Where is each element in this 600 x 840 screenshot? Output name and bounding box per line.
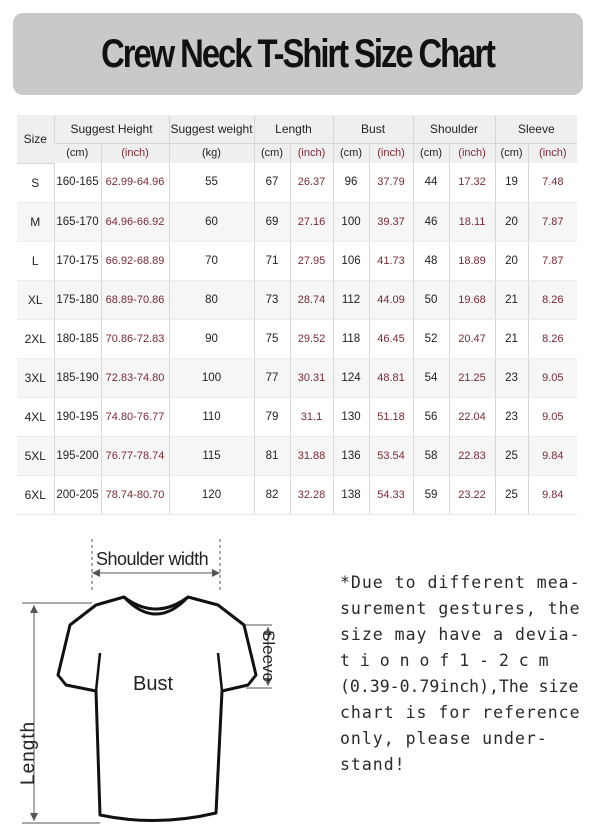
cell-size: 3XL (17, 358, 54, 397)
length-label: Length (18, 720, 39, 785)
header-sleeve: Sleeve (495, 115, 577, 143)
cell-length-inch: 27.95 (290, 241, 333, 280)
unit-bust-inch: (inch) (369, 143, 413, 163)
cell-size: 4XL (17, 397, 54, 436)
cell-sleeve-cm: 23 (495, 397, 528, 436)
cell-height-inch: 66.92-68.89 (101, 241, 169, 280)
bust-label: Bust (133, 673, 174, 695)
cell-shoulder-inch: 18.89 (449, 241, 495, 280)
cell-weight-kg: 120 (169, 475, 254, 514)
cell-size: S (17, 163, 54, 202)
cell-length-cm: 75 (254, 319, 290, 358)
cell-length-cm: 79 (254, 397, 290, 436)
cell-bust-inch: 48.81 (369, 358, 413, 397)
cell-bust-cm: 106 (333, 241, 369, 280)
cell-sleeve-cm: 19 (495, 163, 528, 202)
cell-shoulder-inch: 17.32 (449, 163, 495, 202)
cell-bust-cm: 100 (333, 202, 369, 241)
cell-size: L (17, 241, 54, 280)
unit-bust-cm: (cm) (333, 143, 369, 163)
cell-weight-kg: 55 (169, 163, 254, 202)
cell-height-cm: 170-175 (54, 241, 101, 280)
cell-weight-kg: 70 (169, 241, 254, 280)
table-row (17, 280, 577, 319)
table-row (17, 358, 577, 397)
cell-length-cm: 71 (254, 241, 290, 280)
cell-size: 6XL (17, 475, 54, 514)
cell-bust-cm: 96 (333, 163, 369, 202)
note-line: (0.39-0.79inch),The size (340, 677, 579, 696)
header-length: Length (254, 115, 333, 143)
cell-length-inch: 27.16 (290, 202, 333, 241)
size-chart-table (17, 115, 577, 515)
cell-height-cm: 165-170 (54, 202, 101, 241)
cell-shoulder-cm: 46 (413, 202, 449, 241)
unit-length-cm: (cm) (254, 143, 290, 163)
cell-sleeve-inch: 7.87 (528, 241, 577, 280)
unit-shoulder-inch: (inch) (449, 143, 495, 163)
cell-shoulder-inch: 18.11 (449, 202, 495, 241)
cell-sleeve-cm: 23 (495, 358, 528, 397)
cell-bust-inch: 53.54 (369, 436, 413, 475)
cell-height-cm: 180-185 (54, 319, 101, 358)
note-line: only, please under- (340, 729, 548, 748)
cell-weight-kg: 110 (169, 397, 254, 436)
cell-size: XL (17, 280, 54, 319)
cell-sleeve-cm: 21 (495, 319, 528, 358)
header-row-titles (17, 115, 577, 143)
header-bust: Bust (333, 115, 413, 143)
cell-height-cm: 185-190 (54, 358, 101, 397)
cell-size: 5XL (17, 436, 54, 475)
cell-shoulder-inch: 23.22 (449, 475, 495, 514)
cell-sleeve-inch: 9.05 (528, 397, 577, 436)
cell-sleeve-cm: 21 (495, 280, 528, 319)
cell-bust-cm: 124 (333, 358, 369, 397)
note-line: *Due to different mea- (340, 573, 581, 592)
cell-weight-kg: 115 (169, 436, 254, 475)
cell-height-cm: 200-205 (54, 475, 101, 514)
header-shoulder: Shoulder (413, 115, 495, 143)
cell-shoulder-cm: 58 (413, 436, 449, 475)
cell-bust-inch: 54.33 (369, 475, 413, 514)
unit-length-inch: (inch) (290, 143, 333, 163)
cell-height-inch: 64.96-66.92 (101, 202, 169, 241)
cell-shoulder-inch: 21.25 (449, 358, 495, 397)
cell-sleeve-inch: 7.87 (528, 202, 577, 241)
cell-weight-kg: 60 (169, 202, 254, 241)
header-suggest-weight: Suggest weight (169, 115, 254, 143)
cell-shoulder-inch: 19.68 (449, 280, 495, 319)
cell-height-cm: 160-165 (54, 163, 101, 202)
cell-length-cm: 69 (254, 202, 290, 241)
cell-shoulder-cm: 52 (413, 319, 449, 358)
cell-weight-kg: 80 (169, 280, 254, 319)
cell-length-inch: 30.31 (290, 358, 333, 397)
cell-sleeve-inch: 8.26 (528, 319, 577, 358)
table-row (17, 202, 577, 241)
cell-length-cm: 73 (254, 280, 290, 319)
unit-sleeve-inch: (inch) (528, 143, 577, 163)
table-row (17, 241, 577, 280)
cell-sleeve-cm: 20 (495, 202, 528, 241)
cell-sleeve-inch: 7.48 (528, 163, 577, 202)
cell-height-inch: 74.80-76.77 (101, 397, 169, 436)
cell-length-inch: 28.74 (290, 280, 333, 319)
header-size: Size (17, 115, 54, 163)
cell-length-inch: 26.37 (290, 163, 333, 202)
cell-bust-cm: 136 (333, 436, 369, 475)
table-row (17, 397, 577, 436)
cell-height-cm: 175-180 (54, 280, 101, 319)
cell-weight-kg: 100 (169, 358, 254, 397)
cell-shoulder-cm: 48 (413, 241, 449, 280)
cell-bust-cm: 138 (333, 475, 369, 514)
cell-bust-inch: 41.73 (369, 241, 413, 280)
note-line: surement gestures, the (340, 599, 581, 618)
unit-height-cm: (cm) (66, 147, 89, 160)
cell-height-inch: 68.89-70.86 (101, 280, 169, 319)
cell-bust-cm: 118 (333, 319, 369, 358)
cell-shoulder-inch: 22.04 (449, 397, 495, 436)
cell-shoulder-cm: 59 (413, 475, 449, 514)
unit-shoulder-cm: (cm) (413, 143, 449, 163)
table-row (17, 475, 577, 514)
header-suggest-height: Suggest Height (54, 115, 169, 143)
cell-length-cm: 81 (254, 436, 290, 475)
cell-bust-inch: 46.45 (369, 319, 413, 358)
cell-length-inch: 31.1 (290, 397, 333, 436)
cell-shoulder-inch: 22.83 (449, 436, 495, 475)
cell-length-inch: 31.88 (290, 436, 333, 475)
cell-sleeve-cm: 20 (495, 241, 528, 280)
note-line: stand! (340, 755, 406, 774)
cell-bust-inch: 39.37 (369, 202, 413, 241)
cell-bust-cm: 130 (333, 397, 369, 436)
note-line: size may have a devia- (340, 625, 581, 644)
header-row-units (17, 143, 577, 163)
page-title: Crew Neck T-Shirt Size Chart (101, 31, 495, 76)
cell-length-cm: 77 (254, 358, 290, 397)
cell-length-cm: 67 (254, 163, 290, 202)
cell-height-cm: 190-195 (54, 397, 101, 436)
shoulder-width-label: Shoulder width (96, 549, 209, 569)
tshirt-measurement-diagram (0, 525, 320, 840)
cell-length-cm: 82 (254, 475, 290, 514)
cell-shoulder-cm: 44 (413, 163, 449, 202)
note-line: chart is for reference (340, 703, 581, 722)
cell-bust-inch: 37.79 (369, 163, 413, 202)
cell-sleeve-cm: 25 (495, 475, 528, 514)
note-line: t i o n o f 1 - 2 c m (340, 651, 549, 670)
cell-shoulder-inch: 20.47 (449, 319, 495, 358)
cell-bust-inch: 51.18 (369, 397, 413, 436)
cell-height-inch: 62.99-64.96 (101, 163, 169, 202)
cell-shoulder-cm: 56 (413, 397, 449, 436)
table-row (17, 163, 577, 202)
cell-shoulder-cm: 50 (413, 280, 449, 319)
sleeve-label: Sleeve (259, 630, 278, 682)
cell-size: 2XL (17, 319, 54, 358)
cell-height-cm: 195-200 (54, 436, 101, 475)
table-row (17, 319, 577, 358)
cell-sleeve-inch: 9.84 (528, 475, 577, 514)
cell-sleeve-inch: 9.05 (528, 358, 577, 397)
title-banner (13, 13, 583, 95)
table-row (17, 436, 577, 475)
cell-sleeve-inch: 8.26 (528, 280, 577, 319)
cell-length-inch: 32.28 (290, 475, 333, 514)
cell-bust-inch: 44.09 (369, 280, 413, 319)
cell-height-inch: 72.83-74.80 (101, 358, 169, 397)
cell-size: M (17, 202, 54, 241)
measurement-note (340, 570, 585, 778)
unit-sleeve-cm: (cm) (495, 143, 528, 163)
unit-height-inch: (inch) (101, 143, 169, 163)
cell-bust-cm: 112 (333, 280, 369, 319)
cell-height-inch: 78.74-80.70 (101, 475, 169, 514)
unit-weight-kg: (kg) (169, 143, 254, 163)
cell-height-inch: 70.86-72.83 (101, 319, 169, 358)
cell-height-inch: 76.77-78.74 (101, 436, 169, 475)
cell-sleeve-inch: 9.84 (528, 436, 577, 475)
cell-length-inch: 29.52 (290, 319, 333, 358)
cell-sleeve-cm: 25 (495, 436, 528, 475)
cell-weight-kg: 90 (169, 319, 254, 358)
cell-shoulder-cm: 54 (413, 358, 449, 397)
